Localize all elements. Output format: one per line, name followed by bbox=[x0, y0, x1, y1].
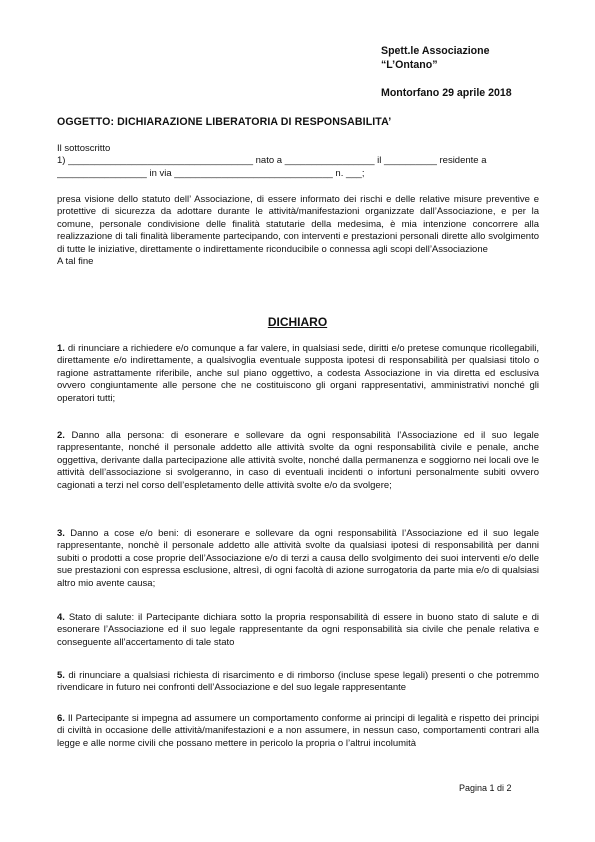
clause-text: di rinunciare a richiedere e/o comunque a far valere, in qualsiasi sede, diritti e/o pretese comunque ricollegabili, direttamente e/o indirettamente, a qualsivoglia eventuale supposta ipotesi di responsabilità per qualsiasi titolo o ragione astrattamente riferibile, anche sul piano oggettivo, a codesta Associazione in via diretta ed esclusiva ovvero congiuntamente alle persone che ne costituiscono gli organi rappresentativi, amministrativi nonché gli operatori tutti; bbox=[57, 343, 539, 404]
declarant-form bbox=[57, 143, 539, 180]
document-date: Montorfano 29 aprile 2018 bbox=[381, 87, 512, 99]
declaration-title: DICHIARO bbox=[267, 315, 328, 329]
clause-text: Stato di salute: il Partecipante dichiara sotto la propria responsabilità di essere in buono stato di salute e di esonerare l’Associazione ed il suo legale rappresentante da ogni responsabilità sia civile che penale relativa e conseguente all’accertamento di tale stato bbox=[57, 612, 539, 648]
clause-6 bbox=[57, 713, 539, 750]
subject-line: OGGETTO: DICHIARAZIONE LIBERATORIA DI RESPONSABILITA’ bbox=[57, 116, 392, 128]
clause-2 bbox=[57, 430, 539, 492]
form-intro: Il sottoscritto bbox=[57, 143, 111, 154]
recipient-line-2: “L’Ontano” bbox=[381, 59, 438, 71]
clause-1 bbox=[57, 343, 539, 405]
recipient-line-1: Spett.le Associazione bbox=[381, 45, 490, 57]
clause-number: 6. bbox=[57, 713, 65, 724]
premise-tail: A tal fine bbox=[57, 256, 94, 268]
clause-number: 3. bbox=[57, 528, 65, 539]
clause-number: 1. bbox=[57, 343, 65, 354]
clause-number: 4. bbox=[57, 612, 65, 623]
clause-3 bbox=[57, 528, 539, 590]
clause-number: 5. bbox=[57, 670, 65, 681]
premise-paragraph bbox=[57, 194, 539, 268]
form-line-1: 1) ___________________________________ nato a _________________ il __________ residente a bbox=[57, 155, 487, 167]
clause-5 bbox=[57, 670, 539, 695]
premise-text: presa visione dello statuto dell’ Associazione, di essere informato dei rischi e delle relative misure preventive e protettive di sicurezza da adottare durante le attività/manifestazioni organizzate dall’Associazione, e per la comune, personale condivisione delle finalità statutarie della medesima, è mia intenzione concorrere alla realizzazione di tali finalità liberamente partecipando, con interventi e prestazioni personali dirette allo svolgimento di tutte le iniziative, direttamente o indirettamente riconducibile o connessa agli scopi dell’Associazione bbox=[57, 194, 539, 255]
clause-text: Danno alla persona: di esonerare e sollevare da ogni responsabilità l’Associazione ed il suo legale rappresentante, nonché il personale addetto alle attività svolte da ogni responsabilità civile e penale, anche oggettiva, derivante dalla partecipazione alle attività svolte, nonché dalla permanenza e soggiorno nei locali ove le attività dell’associazione si svolgeranno, in caso di eventuali incidenti o infortuni personalmente subiti ovvero cagionati a terzi nel corso dell’espletamento delle attività svolte e/o da svolgere; bbox=[57, 430, 539, 491]
form-line-2: _________________ in via ______________________________ n. ___; bbox=[57, 167, 365, 179]
clause-4 bbox=[57, 612, 539, 649]
clause-text: di rinunciare a qualsiasi richiesta di risarcimento e di rimborso (incluse spese legali) presenti o che potremmo rivendicare in futuro nei confronti dell’Associazione e del suo legale rappresentante bbox=[57, 670, 539, 694]
clause-text: Il Partecipante si impegna ad assumere un comportamento conforme ai principi di legalità e rispetto dei principi di civiltà in occasione delle attività/manifestazioni e a non assumere, in nessun caso, comportamenti contrari alla legge e alle norme civili che possano mettere in pericolo la propria o l’altrui incolumità bbox=[57, 713, 539, 749]
recipient-block bbox=[381, 44, 490, 72]
clause-number: 2. bbox=[57, 430, 65, 441]
clause-text: Danno a cose e/o beni: di esonerare e sollevare da ogni responsabilità l’Associazione ed il suo legale rappresentante, nonchè il personale addetto alle attività svolte da qualsiasi ipotesi di responsabilità per danni subiti o prodotti a cose proprie dell’Associazione e/o di terzi a causa dello svolgimento dei suoi interventi e/o delle sue prestazioni con espressa esclusione, altresì, di ogni facoltà di azione surrogatoria da parte mia e/o di qualsiasi altro mio avente causa; bbox=[57, 528, 539, 589]
page-number: Pagina 1 di 2 bbox=[459, 783, 512, 793]
